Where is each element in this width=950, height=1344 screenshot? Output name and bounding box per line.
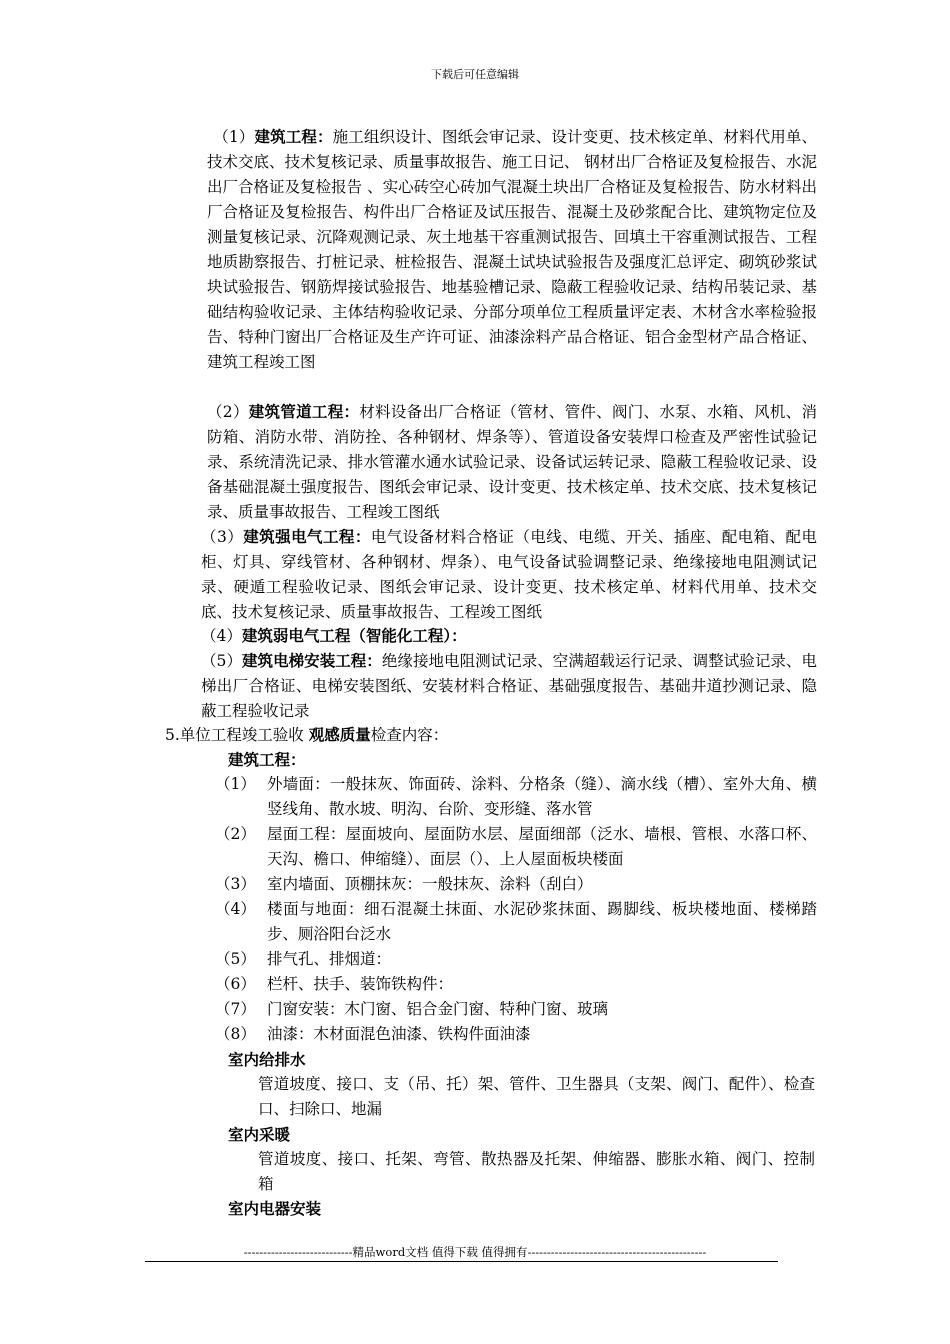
item-text: 排气孔、排烟道： <box>267 950 392 968</box>
section-5-heading <box>165 722 448 748</box>
part-3-number: （3） <box>201 528 244 546</box>
part-1-label: 建筑工程： <box>254 127 333 146</box>
page-header-note: 下载后可任意编辑 <box>431 68 519 81</box>
item-number: （5） <box>215 950 256 968</box>
part-3-paragraph <box>201 524 817 625</box>
item-text: 油漆：木材面混色油漆、铁构件面油漆 <box>267 1025 531 1043</box>
item-text: 栏杆、扶手、装饰铁构件： <box>267 975 454 993</box>
section-5-suffix: 检查内容： <box>370 726 449 744</box>
building-title: 建筑工程： <box>228 750 306 769</box>
plumbing-title: 室内给排水 <box>228 1050 306 1069</box>
item-text: 楼面与地面：细石混凝土抹面、水泥砂浆抹面、踢脚线、板块楼地面、楼梯踏步、厕浴阳台泛水 <box>267 900 817 943</box>
part-4-paragraph <box>201 623 817 649</box>
item-number: （8） <box>215 1025 256 1043</box>
plumbing-text: 管道坡度、接口、支（吊、托）架、管件、卫生器具（支架、阀门、配件）、检查口、扫除口、地漏 <box>258 1075 815 1118</box>
item-number: （1） <box>215 775 256 793</box>
part-2-number: （2） <box>207 403 249 421</box>
part-1-paragraph <box>207 124 817 375</box>
part-3-text: 电气设备材料合格证（电线、电缆、开关、插座、配电箱、配电柜、灯具、穿线管材、各种钢材、焊条）、电气设备试验调整记录、绝缘接地电阻测试记录、硬遁工程验收记录、图纸会审记录、设计变更、技术核定单、材料代用单、技术交底、技术复核记录、质量事故报告、工程竣工图纸 <box>201 528 817 621</box>
part-2-paragraph <box>207 399 817 525</box>
part-4-label: 建筑弱电气工程（智能化工程）： <box>241 626 467 645</box>
part-5-label: 建筑电梯安装工程： <box>241 651 382 670</box>
item-number: （7） <box>215 1000 256 1018</box>
item-text: 门窗安装：木门窗、铝合金门窗、特种门窗、玻璃 <box>267 1000 609 1018</box>
heating-text: 管道坡度、接口、托架、弯管、散热器及托架、伸缩器、膨胀水箱、阀门、控制箱 <box>258 1150 815 1193</box>
item-number: （6） <box>215 975 256 993</box>
page-footer-text: ----------------------------精品word文档 值得下载 值得拥有---------------------------------------------- <box>243 1245 707 1259</box>
item-text: 屋面工程：屋面坡向、屋面防水层、屋面细部（泛水、墙根、管根、水落口杯、天沟、檐口、伸缩缝）、面层（）、上人屋面板块楼面 <box>267 825 817 868</box>
item-number: （4） <box>215 900 256 918</box>
part-2-text: 材料设备出厂合格证（管材、管件、阀门、水泵、水箱、风机、消防箱、消防水带、消防拴、各种钢材、焊条等）、管道设备安装焊口检查及严密性试验记录、系统清洗记录、排水管灌水通水试验记录、设备试运转记录、隐蔽工程验收记录、设备基础混凝土强度报告、图纸会审记录、设计变更、技术核定单、技术交底、技术复核记录、质量事故报告、工程竣工图纸 <box>207 403 817 521</box>
heating-title: 室内采暖 <box>228 1125 291 1144</box>
section-5-prefix: 5.单位工程竣工验收 <box>165 726 309 744</box>
part-3-label: 建筑强电气工程： <box>243 527 371 546</box>
section-5-bold: 观感质量 <box>308 725 371 744</box>
part-2-label: 建筑管道工程： <box>248 402 360 421</box>
part-5-text: 绝缘接地电阻测试记录、空满超载运行记录、调整试验记录、电梯出厂合格证、电梯安装图纸、安装材料合格证、基础强度报告、基础井道抄测记录、隐蔽工程验收记录 <box>201 652 817 720</box>
part-1-number: （1） <box>213 128 255 146</box>
part-1-text: 施工组织设计、图纸会审记录、设计变更、技术核定单、材料代用单、技术交底、技术复核记录、质量事故报告、施工日记、 钢材出厂合格证及复检报告、水泥出厂合格证及复检报告 、实心砖空心砖加气混凝土块出厂合格证及复检报告、防水材料出厂合格证及复检报告、构件出厂合格证及试压报告、混凝土及砂浆配合比、建筑物定位及测量复核记录、沉降观测记录、灰土地基干容重测试报告、回填土干容重测试报告、工程地质勘察报告、打桩记录、桩检报告、混凝土试块试验报告及强度汇总评定、砌筑砂浆试块试验报告、钢筋焊接试验报告、地基验槽记录、隐蔽工程验收记录、结构吊装记录、基础结构验收记录、主体结构验收记录、分部分项单位工程质量评定表、木材含水率检验报告、特种门窗出厂合格证及生产许可证、油漆涂料产品合格证、铝合金型材产品合格证、建筑工程竣工图 <box>207 128 817 371</box>
item-text: 外墙面：一般抹灰、饰面砖、涂料、分格条（缝）、滴水线（槽）、室外大角、横竖线角、散水坡、明沟、台阶、变形缝、落水管 <box>267 775 817 818</box>
electrical-title: 室内电器安装 <box>228 1199 322 1218</box>
item-text: 室内墙面、顶棚抹灰：一般抹灰、涂料（刮白） <box>267 875 593 893</box>
footer-rule <box>145 1261 778 1262</box>
part-4-number: （4） <box>201 627 242 645</box>
part-5-number: （5） <box>201 652 242 670</box>
item-number: （3） <box>215 875 256 893</box>
item-number: （2） <box>215 825 256 843</box>
part-5-paragraph <box>201 648 817 724</box>
